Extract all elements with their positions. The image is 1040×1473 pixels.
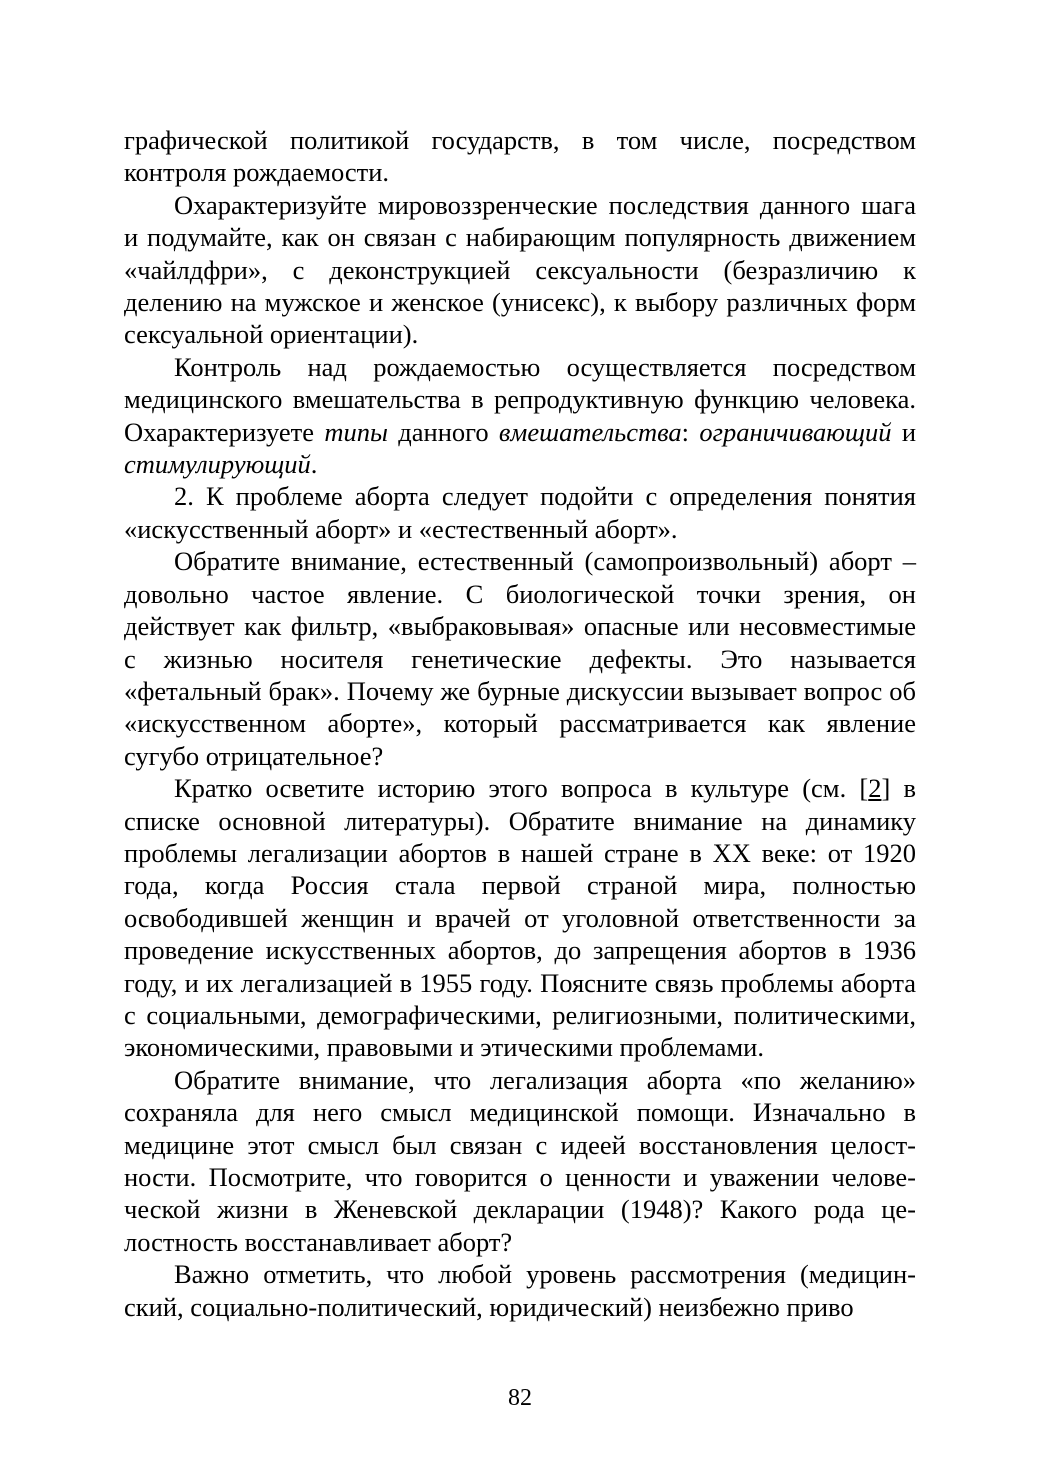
text-run: и — [891, 416, 916, 447]
text-run: графической политикой государств, в том числе, посредством контроля рождаемости. — [124, 125, 916, 188]
paragraph — [124, 772, 916, 1064]
text-run: Обратите внимание, что легализация аборта «по желанию» сохраняла для него смысл медицинской помощи. Изначально в медицине этот смысл был связан с идеей восстановления целостности. Посмотрите, что говорится о ценности и уважении человеческой жизни в Женевской декларации (1948)? Какого рода целостность восстанавливает аборт? — [124, 1064, 916, 1257]
page-number: 82 — [508, 1385, 532, 1411]
paragraph — [124, 545, 916, 772]
reference-link[interactable]: 2 — [868, 773, 882, 804]
italic-term: ограничивающий — [699, 416, 892, 447]
paragraph — [124, 1064, 916, 1258]
text-run: Охарактеризуйте мировоззренческие последствия данного шага и подумайте, как он связан с набирающим популярность движением «чайлдфри», с деконструкцией сексуальности (безразличию к делению на мужское и женское (унисекс), к выбору различных форм сексуальной ориентации). — [124, 189, 916, 350]
text-run: . — [310, 449, 318, 480]
paragraph — [124, 189, 916, 351]
text-run: 2. К проблеме аборта следует подойти с определения понятия «искусственный аборт» и «естественный аборт». — [124, 481, 916, 544]
text-run: : — [681, 416, 700, 447]
text-run: Обратите внимание, естественный (самопроизвольный) аборт – довольно частое явление. С биологической точки зрения, он действует как фильтр, «выбраковывая» опасные или несовместимые с жизнью носителя генетические дефекты. Это называется «фетальный брак». Почему же бурные дискуссии вызывает вопрос об «искусственном аборте», который рассматривается как явление сугубо отрицательное? — [124, 546, 916, 771]
text-run: ] в списке основной литературы). Обратите внимание на динамику проблемы легализации абортов в нашей стране в XX веке: от 1920 года, когда Россия стала первой страной мира, полностью освободившей женщин и врачей от уголовной ответственности за проведение искусственных абортов, до запрещения абортов в 1936 году, и их легализацией в 1955 году. Поясните связь проблемы аборта с социальными, демографическими, религиозными, политическими, экономическими, правовыми и этическими проблемами. — [124, 773, 916, 1063]
text-run: Важно отметить, что любой уровень рассмотрения (медицинский, социально-политический, юридический) неизбежно приво — [124, 1259, 916, 1322]
italic-term: вмешательства — [498, 416, 682, 447]
paragraph — [124, 124, 916, 189]
text-run: Кратко осветите историю этого вопроса в культуре (см. [ — [174, 773, 869, 804]
italic-term: типы — [324, 416, 388, 447]
paragraph — [124, 480, 916, 545]
text-run: Контроль над рождаемостью осуществляется посредством медицинского вмешательства в репродуктивную функцию человека. Охарактеризуете — [124, 351, 916, 447]
italic-term: стимулирующий — [124, 449, 311, 480]
paragraph — [124, 1258, 916, 1323]
page-text-body — [124, 124, 916, 1323]
paragraph — [124, 351, 916, 481]
text-run: данного — [387, 416, 499, 447]
